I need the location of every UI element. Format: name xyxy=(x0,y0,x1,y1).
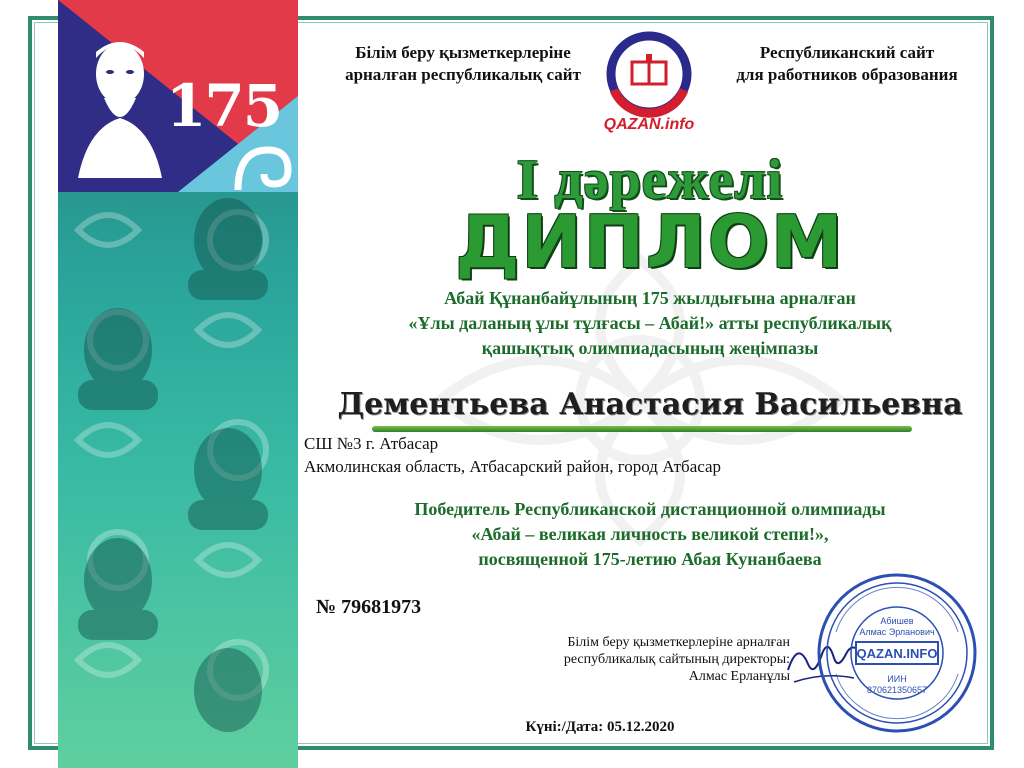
diploma-title: ДИПЛОМ xyxy=(455,200,845,284)
name-underline xyxy=(372,426,912,432)
site-title-russian xyxy=(712,42,982,86)
issue-date: Күні:/Дата: 05.12.2020 xyxy=(525,719,675,735)
school-name: СШ №3 г. Атбасар xyxy=(304,434,439,453)
school-location: Акмолинская область, Атбасарский район, город Атбасар xyxy=(304,457,722,476)
site-title-kazakh-line1: Білім беру қызметкерлеріне xyxy=(355,43,571,62)
kazakh-description-line2: «Ұлы даланың ұлы тұлғасы – Абай!» атты республикалық xyxy=(408,313,892,333)
stamp-center-text: QAZAN.INFO xyxy=(856,646,938,661)
stamp-name-line1: Абишев xyxy=(880,616,914,626)
site-title-russian-line1: Республиканский сайт xyxy=(759,43,935,62)
official-stamp xyxy=(816,572,978,734)
degree-title: I дәрежелі xyxy=(516,149,784,211)
logo-wordmark: QAZAN.info xyxy=(603,116,695,133)
russian-description-line1: Победитель Республиканской дистанционной олимпиады xyxy=(414,499,886,519)
site-title-kazakh-line2: арналған республикалық сайт xyxy=(345,65,581,84)
diploma-number: № 79681973 xyxy=(316,596,422,618)
kazakh-description-line1: Абай Құнанбайұлының 175 жылдығына арналған xyxy=(444,288,856,308)
site-title-russian-line2: для работников образования xyxy=(736,65,958,84)
kazakh-description-line3: қашықтық олимпиадасының жеңімпазы xyxy=(481,338,819,358)
director-title-line2: республикалық сайтының директоры: xyxy=(563,652,790,667)
stamp-bottom-line1: ИИН xyxy=(887,674,907,684)
site-title-kazakh xyxy=(318,42,608,86)
director-name: Алмас Ерланұлы xyxy=(688,669,790,684)
anniversary-number: 175 xyxy=(166,72,282,140)
stamp-name-line2: Алмас Эрланович xyxy=(859,627,935,637)
anniversary-banner xyxy=(58,0,298,192)
recipient-name: Дементьева Анастасия Васильевна xyxy=(337,387,963,422)
stamp-bottom-line2: 870621350657 xyxy=(866,685,928,695)
ornament-icon xyxy=(228,120,298,192)
abai-portrait-icon xyxy=(70,28,170,178)
russian-description-line2: «Абай – великая личность великой степи!», xyxy=(471,524,829,544)
russian-description-line3: посвященной 175-летию Абая Кунанбаева xyxy=(478,549,822,569)
director-title-line1: Білім беру қызметкерлеріне арналған xyxy=(567,635,790,650)
